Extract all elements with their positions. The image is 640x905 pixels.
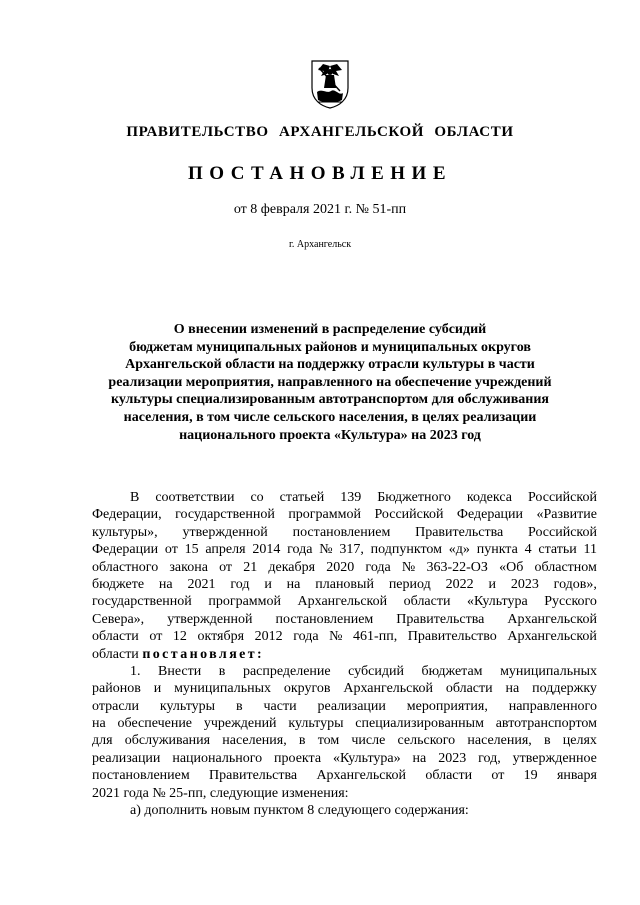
resolves-keyword: постановляет: (142, 646, 265, 662)
body-line: постановлением Правительства Архангельской области от 19 января (92, 768, 597, 784)
body-line: бюджете на 2021 год и на плановый период 2022 и 2023 годов», (92, 576, 597, 592)
document-type-title: ПОСТАНОВЛЕНИЕ (187, 163, 453, 184)
government-name: ПРАВИТЕЛЬСТВО АРХАНГЕЛЬСКОЙ ОБЛАСТИ (126, 124, 514, 140)
body-line: области от 12 октября 2012 года № 461-пп, Правительство Архангельской (92, 629, 597, 645)
item-1-paragraph (92, 663, 597, 802)
body-line: В соответствии со статьей 139 Бюджетного кодекса Российской (130, 490, 597, 505)
item-a: а) дополнить новым пунктом 8 следующего содержания: (130, 803, 469, 819)
body-line: 1. Внести в распределение субсидий бюджетам муниципальных (130, 663, 597, 679)
subject-line: О внесении изменений в распределение субсидий (173, 322, 487, 337)
body-line: государственной программой Архангельской области «Культура Русского (92, 594, 597, 610)
body-line: областного закона от 21 декабря 2020 года № 363-22-ОЗ «Об областном (92, 559, 597, 575)
body-line: для обслуживания населения, в том числе сельского населения, в целях (92, 733, 597, 749)
document-body (92, 489, 597, 819)
subject-line: реализации мероприятия, направленного на обеспечение учреждений (108, 374, 552, 390)
subject-line: населения, в том числе сельского населения, в целях реализации (123, 409, 537, 425)
body-line: Севера», утвержденной постановлением Правительства Архангельской (92, 611, 597, 627)
body-line: отрасли культуры в части реализации мероприятия, направленного (92, 698, 597, 714)
body-line: на обеспечение учреждений культуры специализированным автотранспортом (92, 716, 597, 732)
subject-line: Архангельской области на поддержку отрасли культуры в части (125, 357, 535, 373)
body-line: Федерации, государственной программой Российской Федерации «Развитие (92, 507, 597, 523)
city-name: г. Архангельск (288, 239, 352, 250)
date-and-number: от 8 февраля 2021 г. № 51-пп (233, 202, 407, 217)
document-subject (100, 321, 560, 444)
body-line: культуры», утвержденной постановлением Правительства Российской (92, 524, 597, 540)
coat-of-arms-icon (309, 58, 351, 110)
body-line-last (92, 646, 597, 663)
body-text: области (92, 646, 139, 662)
preamble-paragraph (92, 489, 597, 663)
body-line: районов и муниципальных округов Архангельской области на поддержку (92, 681, 597, 697)
body-line-last: 2021 года № 25-пп, следующие изменения: (92, 785, 349, 801)
subject-line: бюджетам муниципальных районов и муниципальных округов (129, 339, 531, 355)
subject-line: культуры специализированным автотранспортом для обслуживания (111, 392, 549, 408)
body-line: Федерации от 15 апреля 2014 года № 317, подпунктом «д» пункта 4 статьи 11 (92, 542, 597, 558)
body-line: реализации национального проекта «Культура» на 2023 год, утвержденное (92, 750, 597, 766)
subject-line: национального проекта «Культура» на 2023 год (179, 427, 481, 443)
